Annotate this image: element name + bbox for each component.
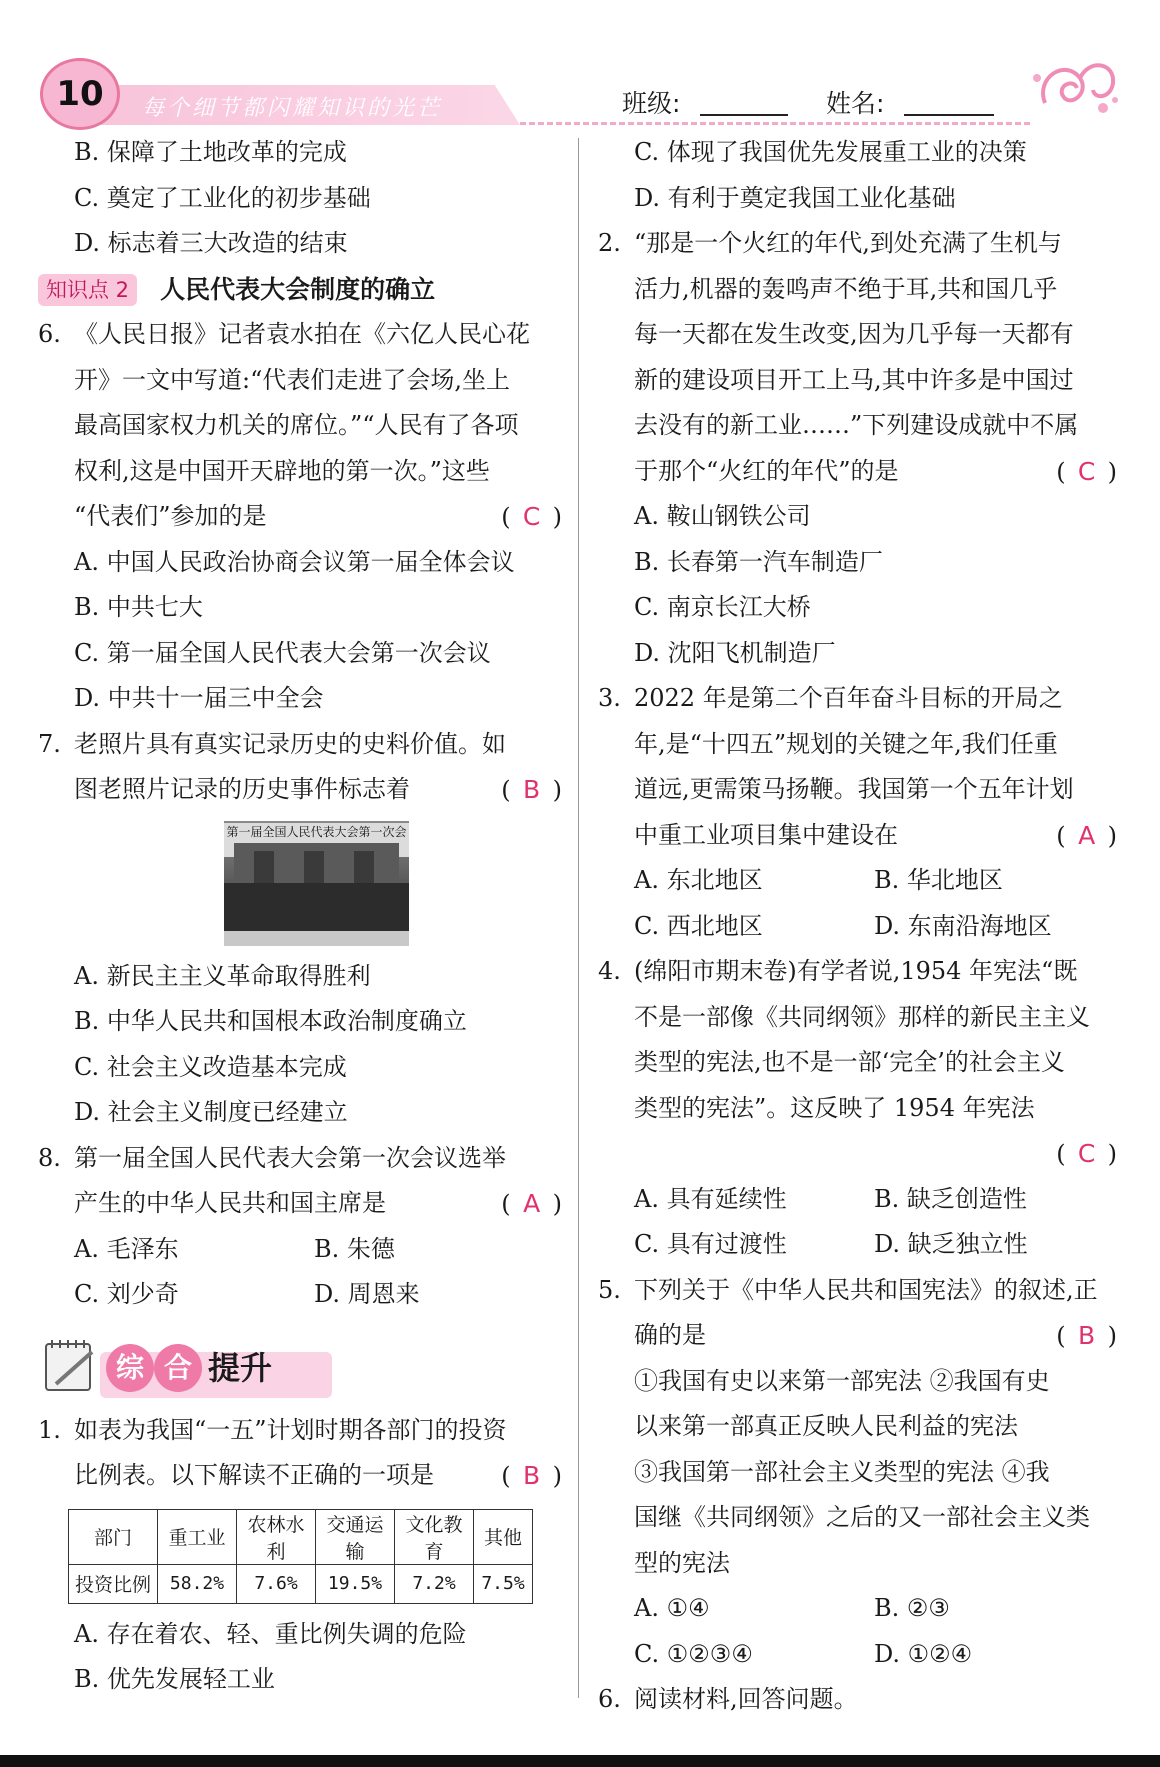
question-text: “那是一个火红的年代,到处充满了生机与 (634, 229, 1062, 257)
table-cell: 7.5% (474, 1564, 533, 1603)
investment-table (68, 1509, 533, 1604)
notebook-icon (42, 1334, 98, 1394)
table-header: 交通运输 (316, 1509, 395, 1564)
question-number: 3. (598, 684, 621, 712)
class-blank (700, 114, 788, 116)
answer-letter: B (1078, 1321, 1096, 1350)
option-line: D. ①②④ (874, 1639, 973, 1668)
left-column (38, 130, 568, 1703)
statement-line: ①我国有史以来第一部宪法 ②我国有史 (634, 1366, 1050, 1395)
page-number: 10 (40, 58, 120, 130)
option-line: B. ②③ (874, 1594, 950, 1622)
option-line: D. 周恩来 (314, 1280, 420, 1308)
option-line: D. 沈阳飞机制造厂 (634, 638, 836, 667)
table-cell: 投资比例 (69, 1564, 158, 1603)
page-motto: 每个细节都闪耀知识的光芒 (142, 96, 443, 121)
option-line: D. 缺乏独立性 (874, 1230, 1028, 1258)
section-char-1: 综 (106, 1344, 154, 1392)
option-line: A. 新民主主义革命取得胜利 (74, 961, 371, 990)
section-title: 提升 (208, 1348, 273, 1387)
exercise-2 (598, 221, 1123, 676)
table-header-row (69, 1509, 533, 1564)
answer-bracket: ( B ) (501, 1453, 562, 1500)
question-number: 2. (598, 229, 621, 257)
question-text: 年,是“十四五”规划的关键之年,我们任重 (634, 729, 1058, 758)
option-line: D. 标志着三大改造的结束 (74, 229, 348, 257)
question-text: 活力,机器的轰鸣声不绝于耳,共和国几乎 (634, 274, 1058, 303)
bottom-bar (0, 1755, 1160, 1767)
exercise-6 (598, 1677, 1123, 1723)
option-line: C. 具有过渡性 (634, 1230, 787, 1258)
question-text: 类型的宪法,也不是一部‘完全’的社会主义 (634, 1048, 1065, 1076)
question-number: 7. (38, 729, 61, 758)
exercise-4 (598, 949, 1123, 1268)
option-line: D. 社会主义制度已经建立 (74, 1098, 348, 1126)
section-char-2: 合 (154, 1344, 202, 1392)
table-header: 文化教育 (395, 1509, 474, 1564)
exercise-3 (598, 676, 1123, 949)
option-line: B. 中共七大 (74, 593, 203, 621)
section-banner (38, 1328, 568, 1408)
question-number: 6. (38, 320, 61, 348)
exercise-1 (38, 1408, 568, 1703)
option-line: B. 长春第一汽车制造厂 (634, 547, 883, 576)
option-line: C. 体现了我国优先发展重工业的决策 (634, 138, 1027, 166)
question-6 (38, 312, 568, 722)
question-text: 不是一部像《共同纲领》那样的新民主主义 (634, 1002, 1090, 1031)
exercise-5 (598, 1268, 1123, 1678)
question-text: 于那个“火红的年代”的是 (634, 456, 899, 485)
question-text: 阅读材料,回答问题。 (634, 1685, 858, 1713)
name-blank (904, 114, 994, 116)
answer-letter: A (1078, 820, 1096, 850)
option-line: C. 刘少奇 (74, 1280, 179, 1308)
question-text: 确的是 (634, 1321, 706, 1349)
flourish-ornament-icon (1025, 48, 1125, 128)
option-line: C. ①②③④ (634, 1639, 753, 1668)
class-label: 班级: (622, 89, 681, 118)
option-line: C. 西北地区 (634, 911, 763, 940)
question-text: “代表们”参加的是 (74, 502, 267, 530)
option-line: B. 华北地区 (874, 866, 1003, 894)
question-text: 新的建设项目开工上马,其中许多是中国过 (634, 365, 1074, 394)
option-line: A. 鞍山钢铁公司 (634, 502, 811, 530)
page-header (0, 0, 1160, 135)
question-text: 中重工业项目集中建设在 (634, 820, 898, 849)
question-number: 8. (38, 1143, 61, 1172)
answer-bracket: ( B ) (501, 767, 562, 814)
option-line: C. 南京长江大桥 (634, 593, 811, 621)
option-line: B. 优先发展轻工业 (74, 1665, 275, 1693)
crowd-photo-icon (224, 821, 409, 946)
statement-line: 型的宪法 (634, 1548, 730, 1577)
option-line: C. 奠定了工业化的初步基础 (74, 183, 371, 212)
table-cell: 19.5% (316, 1564, 395, 1603)
option-line: A. ①④ (634, 1594, 710, 1622)
name-label: 姓名: (826, 89, 885, 118)
answer-letter: B (523, 775, 541, 804)
question-text: 如表为我国“一五”计划时期各部门的投资 (74, 1415, 507, 1444)
answer-letter: C (1077, 456, 1096, 486)
question-text: 道远,更需策马扬鞭。我国第一个五年计划 (634, 775, 1074, 803)
question-text: 权利,这是中国开天辟地的第一次。”这些 (74, 456, 490, 485)
option-line: C. 社会主义改造基本完成 (74, 1052, 347, 1081)
option-line: A. 中国人民政治协商会议第一届全体会议 (74, 547, 515, 576)
option-line: B. 保障了土地改革的完成 (74, 138, 347, 166)
answer-letter: A (523, 1189, 541, 1218)
option-line: D. 有利于奠定我国工业化基础 (634, 183, 956, 212)
question-number: 6. (598, 1685, 621, 1713)
table-cell: 7.2% (395, 1564, 474, 1603)
table-row (69, 1564, 533, 1603)
question-7 (38, 722, 568, 1136)
question-number: 5. (598, 1275, 621, 1304)
question-text: 图老照片记录的历史事件标志着 (74, 775, 410, 803)
option-line: A. 存在着农、轻、重比例失调的危险 (74, 1619, 467, 1648)
option-line: B. 缺乏创造性 (874, 1184, 1027, 1213)
question-text: 去没有的新工业……”下列建设成就中不属 (634, 411, 1079, 439)
option-line: C. 第一届全国人民代表大会第一次会议 (74, 638, 491, 667)
table-header: 农林水利 (237, 1509, 316, 1564)
answer-bracket: ( C ) (501, 494, 562, 541)
historical-photo (224, 821, 409, 946)
statement-line: 以来第一部真正反映人民利益的宪法 (634, 1412, 1018, 1440)
statement-line: ③我国第一部社会主义类型的宪法 ④我 (634, 1457, 1050, 1486)
knowledge-point-title: 人民代表大会制度的确立 (160, 275, 436, 305)
answer-bracket: ( C ) (1056, 1131, 1117, 1178)
statement-line: 国继《共同纲领》之后的又一部社会主义类 (634, 1503, 1090, 1531)
question-text: 开》一文中写道:“代表们走进了会场,坐上 (74, 365, 510, 394)
table-header: 重工业 (158, 1509, 237, 1564)
question-text: 类型的宪法”。这反映了 1954 年宪法 (634, 1093, 1035, 1122)
table-header: 部门 (69, 1509, 158, 1564)
question-number: 1. (38, 1415, 61, 1444)
answer-letter: C (522, 502, 541, 531)
question-8 (38, 1136, 568, 1318)
header-divider (520, 122, 1030, 125)
question-number: 4. (598, 957, 621, 985)
question-text: 产生的中华人民共和国主席是 (74, 1189, 386, 1217)
answer-bracket: ( B ) (1056, 1313, 1117, 1360)
right-column (598, 130, 1123, 1723)
answer-bracket: ( C ) (1056, 449, 1117, 496)
knowledge-point-tag: 知识点 2 (38, 274, 137, 306)
question-text: 2022 年是第二个百年奋斗目标的开局之 (634, 684, 1063, 712)
table-header: 其他 (474, 1509, 533, 1564)
question-text: 《人民日报》记者袁水拍在《六亿人民心花 (74, 320, 530, 348)
option-line: D. 中共十一届三中全会 (74, 684, 324, 712)
knowledge-point-heading (38, 267, 568, 313)
answer-bracket: ( A ) (1056, 813, 1117, 860)
option-line: A. 东北地区 (634, 866, 763, 894)
option-line: B. 中华人民共和国根本政治制度确立 (74, 1007, 467, 1035)
column-divider (578, 138, 579, 1698)
question-text: 第一届全国人民代表大会第一次会议选举 (74, 1143, 506, 1172)
question-text: 每一天都在发生改变,因为几乎每一天都有 (634, 320, 1074, 348)
question-text: 下列关于《中华人民共和国宪法》的叙述,正 (634, 1275, 1098, 1304)
photo-caption: 第一届全国人民代表大会第一次会 (224, 823, 409, 857)
option-line: B. 朱德 (314, 1234, 395, 1263)
question-text: 比例表。以下解读不正确的一项是 (74, 1461, 434, 1489)
option-line: D. 东南沿海地区 (874, 911, 1052, 940)
answer-bracket: ( A ) (501, 1181, 562, 1228)
question-text: 老照片具有真实记录历史的史料价值。如 (74, 729, 506, 758)
answer-letter: C (1077, 1139, 1096, 1168)
table-cell: 58.2% (158, 1564, 237, 1603)
option-line: A. 具有延续性 (634, 1184, 787, 1213)
question-text: 最高国家权力机关的席位。”“人民有了各项 (74, 411, 519, 439)
option-line: A. 毛泽东 (74, 1234, 179, 1263)
table-cell: 7.6% (237, 1564, 316, 1603)
question-text: (绵阳市期末卷)有学者说,1954 年宪法“既 (634, 957, 1078, 985)
answer-letter: B (523, 1461, 541, 1490)
